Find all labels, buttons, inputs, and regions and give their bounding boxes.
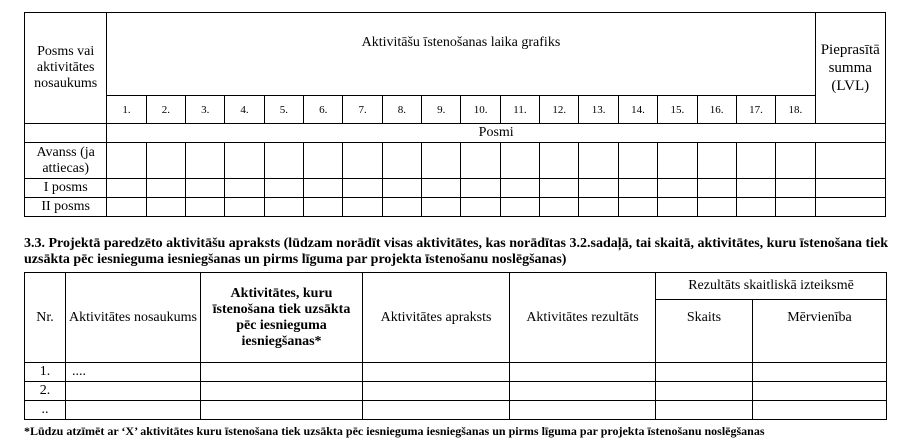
schedule-cell[interactable] [815,179,885,198]
activity-cell[interactable] [656,363,753,382]
month-number: 1. [107,96,146,124]
stage-label: II posms [25,198,107,217]
activity-cell[interactable] [656,401,753,420]
activity-cell[interactable] [753,363,887,382]
row-number: 2. [25,382,66,401]
stage-label: I posms [25,179,107,198]
month-number: 15. [658,96,697,124]
schedule-cell[interactable] [382,198,421,217]
month-number: 2. [146,96,185,124]
schedule-cell[interactable] [540,143,579,179]
schedule-cell[interactable] [186,198,225,217]
schedule-cell[interactable] [264,198,303,217]
table-row [25,363,887,382]
schedule-cell[interactable] [225,143,264,179]
table-row [25,401,887,420]
month-number: 17. [736,96,775,124]
row-number: .. [25,401,66,420]
schedule-cell[interactable] [736,179,775,198]
activity-cell[interactable] [201,401,363,420]
schedule-cell[interactable] [618,179,657,198]
schedule-cell[interactable] [461,143,500,179]
schedule-cell[interactable] [304,198,343,217]
schedule-cell[interactable] [658,143,697,179]
month-number: 5. [264,96,303,124]
activity-cell[interactable] [363,382,510,401]
schedule-cell[interactable] [304,143,343,179]
activity-name-cell[interactable]: .... [66,363,201,382]
schedule-cell[interactable] [658,179,697,198]
schedule-cell[interactable] [304,179,343,198]
posms-header: Posms vai aktivitātes nosaukums [25,13,107,124]
posmi-label: Posmi [107,124,886,143]
schedule-cell[interactable] [500,143,539,179]
schedule-cell[interactable] [225,198,264,217]
row-number: 1. [25,363,66,382]
month-number: 6. [304,96,343,124]
activity-cell[interactable] [201,382,363,401]
schedule-cell[interactable] [618,198,657,217]
schedule-cell[interactable] [697,143,736,179]
activity-cell[interactable] [201,363,363,382]
schedule-cell[interactable] [540,179,579,198]
activity-cell[interactable] [510,401,656,420]
schedule-cell[interactable] [500,198,539,217]
schedule-cell[interactable] [186,179,225,198]
activity-cell[interactable] [753,382,887,401]
schedule-cell[interactable] [697,198,736,217]
month-number: 11. [500,96,539,124]
month-number: 12. [540,96,579,124]
unit-header: Mērvienība [753,300,887,363]
started-header: Aktivitātes, kuru īstenošana tiek uzsākta pēc iesnieguma iesniegšanas* [201,273,363,363]
month-number: 10. [461,96,500,124]
month-number: 4. [225,96,264,124]
schedule-cell[interactable] [146,179,185,198]
activity-cell[interactable] [510,382,656,401]
schedule-cell[interactable] [343,198,382,217]
activity-name-cell[interactable] [66,382,201,401]
schedule-cell[interactable] [422,179,461,198]
schedule-cell[interactable] [146,143,185,179]
schedule-cell[interactable] [579,198,618,217]
schedule-cell[interactable] [343,179,382,198]
schedule-cell[interactable] [343,143,382,179]
nr-header: Nr. [25,273,66,363]
schedule-cell[interactable] [815,143,885,179]
schedule-cell[interactable] [736,198,775,217]
month-number: 13. [579,96,618,124]
schedule-cell[interactable] [107,198,146,217]
schedule-cell[interactable] [776,179,815,198]
schedule-cell[interactable] [264,143,303,179]
month-number: 7. [343,96,382,124]
schedule-cell[interactable] [146,198,185,217]
schedule-cell[interactable] [461,198,500,217]
schedule-cell[interactable] [540,198,579,217]
schedule-cell[interactable] [225,179,264,198]
section-heading: 3.3. Projektā paredzēto aktivitāšu apraksts (lūdzam norādīt visas aktivitātes, kas norādītas 3.2.sadaļā, tai skaitā, aktivitātes, kuru īstenošana tiek uzsākta pēc iesnieguma iesniegšanas un pirms līguma par projekta īstenošanu noslēgšanas) [24,236,889,267]
schedule-cell[interactable] [736,143,775,179]
schedule-cell[interactable] [618,143,657,179]
activity-cell[interactable] [753,401,887,420]
month-number: 16. [697,96,736,124]
schedule-cell[interactable] [500,179,539,198]
activities-table [24,272,887,420]
schedule-cell[interactable] [579,179,618,198]
month-number: 18. [776,96,815,124]
schedule-cell[interactable] [776,198,815,217]
sum-header: Pieprasītā summa (LVL) [815,13,885,124]
schedule-cell[interactable] [461,179,500,198]
schedule-cell[interactable] [422,198,461,217]
schedule-cell[interactable] [107,143,146,179]
schedule-cell[interactable] [382,143,421,179]
result-header: Aktivitātes rezultāts [510,273,656,363]
schedule-cell[interactable] [107,179,146,198]
schedule-cell[interactable] [186,143,225,179]
schedule-cell[interactable] [776,143,815,179]
schedule-cell[interactable] [815,198,885,217]
month-number: 8. [382,96,421,124]
activity-name-cell[interactable] [66,401,201,420]
month-number: 9. [422,96,461,124]
month-number: 3. [186,96,225,124]
month-number: 14. [618,96,657,124]
stage-label: Avanss (ja attiecas) [25,143,107,179]
schedule-header: Aktivitāšu īstenošanas laika grafiks [107,13,815,96]
footnote: *Lūdzu atzīmēt ar ‘X’ aktivitātes kuru īstenošana tiek uzsākta pēc iesnieguma iesniegšanas un pirms līguma par projekta īstenošanu noslēgšanas [24,424,765,438]
schedule-cell[interactable] [382,179,421,198]
table-row [25,382,887,401]
activity-cell[interactable] [363,401,510,420]
schedule-cell[interactable] [658,198,697,217]
schedule-cell[interactable] [697,179,736,198]
schedule-cell[interactable] [422,143,461,179]
activity-cell[interactable] [363,363,510,382]
activity-cell[interactable] [656,382,753,401]
name-header: Aktivitātes nosaukums [66,273,201,363]
schedule-cell[interactable] [264,179,303,198]
description-header: Aktivitātes apraksts [363,273,510,363]
activity-cell[interactable] [510,363,656,382]
quantitative-header: Rezultāts skaitliskā izteiksmē [656,273,887,300]
schedule-cell[interactable] [579,143,618,179]
count-header: Skaits [656,300,753,363]
schedule-table [24,12,886,217]
posmi-empty-cell [25,124,107,143]
